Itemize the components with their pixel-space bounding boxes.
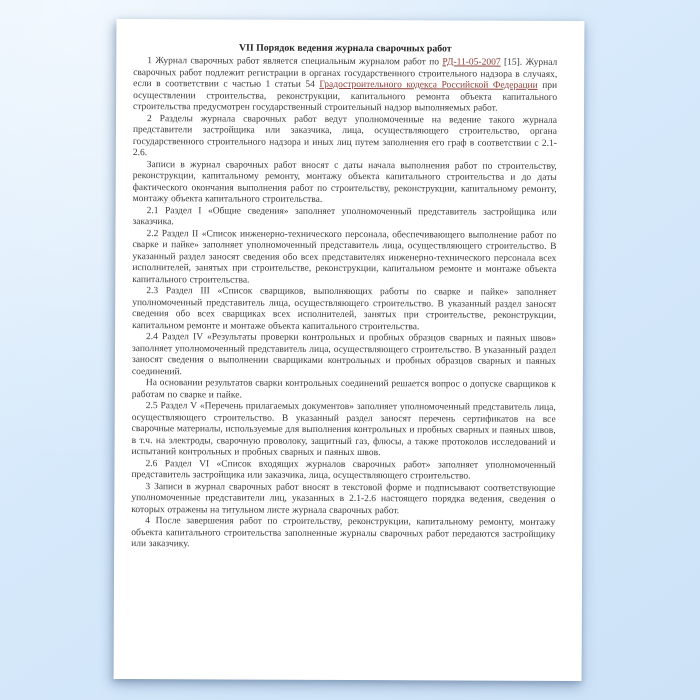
paragraph: [133, 56, 557, 115]
text-run: На основании результатов сварки контрольных соединений решается вопрос о допуске сварщиков к работам по сварке и пайке.: [131, 378, 556, 401]
text-run: Записи в журнал сварочных работ вносят с даты начала выполнения работ по строительству, реконструкции, капитальному ремонту, монтажу объекта капитального строительства и до даты фактического окончания выполнения работ по строительству, реконструкции, капитальному ремонту, монтажу объекта капитального строительства.: [132, 159, 557, 205]
text-run: [15]. Журнал сварочных работ подлежит регистрации в органах государственного строительного надзора в случаях, если в соответствии с частью 1 статьи 54: [133, 57, 558, 90]
paragraph: [131, 482, 555, 518]
text-run: 2.4 Раздел IV «Результаты проверки контрольных и пробных образцов сварных и паяных швов» заполняет уполномоченный представитель лица, осуществляющего строительство. В указанный раздел заносят сведения о выполнении сварщиками контрольных и пробных образцов сварных и паяных соединений.: [131, 332, 557, 377]
paragraph: [133, 206, 557, 231]
paragraph: [132, 286, 556, 334]
paragraph: [132, 332, 556, 380]
text-run: при осуществлении строительства, реконструкции, капитального ремонта объекта капитального строительства предусмотрен государственный строительный надзор выполняемых работ.: [133, 80, 558, 114]
paragraph: [132, 401, 556, 460]
text-run: 2.6 Раздел VI «Список входящих журналов сварочных работ» заполняет уполномоченный представитель застройщика или заказчика, лица, осуществляющего строительство.: [131, 458, 556, 482]
paragraph: [131, 459, 555, 484]
document-link[interactable]: Градостроительного кодекса Российской Федерации: [319, 79, 538, 91]
text-run: 2.2 Раздел II «Список инженерно-технического персонала, обеспечивающего выполнение работ по сварке и пайке» заполняет уполномоченный представитель лица, осуществляющего строительство. В указанный раздел заносят сведения обо всех представителях инженерно-технического персонала всех исполнителей, занятых при строительстве, реконструкции, капитальном ремонте и монтаже объекта капитального строительства.: [132, 228, 557, 286]
paragraph: [133, 114, 557, 162]
document-page: [114, 19, 585, 681]
text-run: 2.1 Раздел I «Общие сведения» заполняет уполномоченный представитель застройщика или заказчика.: [132, 205, 557, 228]
paragraph: [133, 160, 557, 208]
text-run: 1 Журнал сварочных работ является специальным журналом работ по: [147, 56, 443, 68]
text-run: 2 Разделы журнала сварочных работ ведут уполномоченные на ведение такого журнала представители застройщика или заказчика, лица, осуществляющего строительство, органа государственного строительного надзора и иных лиц путем заполнения его граф в соответствии с 2.1-2.6.: [132, 113, 558, 159]
text-run: 2.5 Раздел V «Перечень прилагаемых документов» заполняет уполномоченный представитель лица, осуществляющего строительство. В указанный раздел заносят перечень сертификатов на все сварочные материалы, используемые для выполнения контрольных и пробных сварных и паяных швов, в т.ч. на электроды, сварочную проволоку, защитный газ, флюсы, а также протоколов исследований и испытаний контрольных и пробных сварных и паяных швов.: [131, 401, 556, 459]
text-run: 4 После завершения работ по строительству, реконструкции, капитальному ремонту, монтажу объекта капитального строительства заполненные журналы сварочных работ передаются застройщику или заказчику.: [131, 516, 556, 550]
paragraph: [132, 378, 556, 403]
paragraph: [132, 229, 556, 288]
document-link[interactable]: РД-11-05-2007: [442, 57, 501, 68]
text-run: 2.3 Раздел III «Список сварщиков, выполняющих работы по сварке и пайке» заполняет уполномоченный представитель лица, осуществляющего строительство. В указанный раздел заносят сведения обо всех сварщиках всех исполнителей, занятых при строительстве, реконструкции, капитальном ремонте и монтаже объекта капитального строительства.: [132, 286, 557, 332]
document-title: VII Порядок ведения журнала сварочных работ: [238, 42, 452, 55]
paragraph: [131, 516, 555, 552]
text-run: 3 Записи в журнал сварочных работ вносят в текстовой форме и подписывают соответствующие уполномоченные представители лиц, указанных в 2.1-2.6 настоящего порядка ведения, сведения о которых отражены на титульном листе журнала сварочных работ.: [131, 481, 556, 516]
document-body: [131, 56, 557, 552]
